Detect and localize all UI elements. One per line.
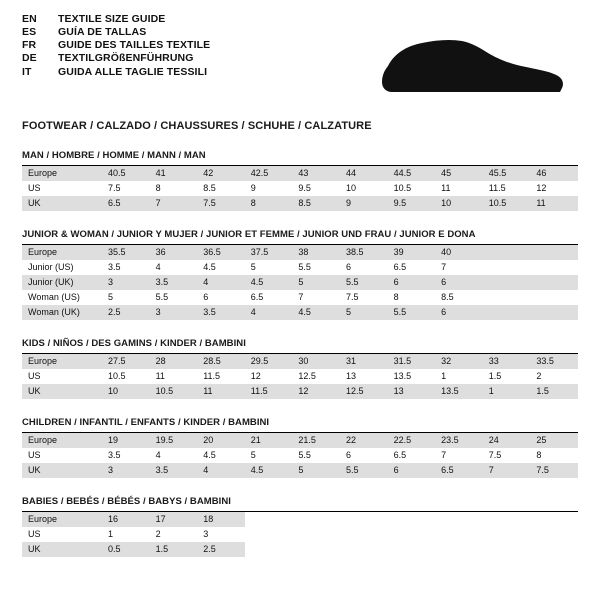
cell: 21 [245, 433, 293, 448]
cell: 22.5 [388, 433, 436, 448]
cell: 16 [102, 512, 150, 527]
cell: 44.5 [388, 166, 436, 181]
cell: 25 [530, 433, 578, 448]
cell: 6 [435, 275, 483, 290]
cell: 10 [435, 196, 483, 211]
cell: 10.5 [483, 196, 531, 211]
cell: 12.5 [340, 384, 388, 399]
cell: 6 [203, 292, 209, 302]
cell: 3.5 [197, 305, 245, 320]
cell: 5 [292, 275, 340, 290]
cell: 8.5 [203, 183, 216, 193]
cell: 11.5 [245, 384, 293, 399]
language-title: TEXTILGRÖßENFÜHRUNG [58, 52, 194, 65]
table-row [22, 290, 578, 305]
cell [388, 542, 436, 557]
row-label: Junior (US) [28, 262, 74, 272]
cell: 28 [150, 354, 198, 369]
cell [530, 527, 578, 542]
size-group-man [22, 150, 578, 211]
cell: 8 [393, 292, 399, 302]
cell: 7.5 [345, 292, 359, 302]
cell: 12.5 [298, 371, 316, 381]
cell: 11 [530, 196, 578, 211]
cell: 22 [340, 433, 388, 448]
size-table-man [22, 166, 578, 211]
cell: 10.5 [393, 183, 412, 193]
cell: 11 [197, 384, 245, 399]
cell: 9 [340, 196, 388, 211]
cell: 12 [292, 384, 340, 399]
cell [245, 512, 293, 527]
group-title: KIDS / NIÑOS / DES GAMINS / KINDER / BAMBINI [22, 338, 246, 349]
cell: 13.5 [393, 371, 412, 381]
cell [340, 542, 388, 557]
size-group-junior-woman [22, 229, 578, 320]
cell: 5 [108, 292, 114, 302]
cell: 4.5 [245, 275, 293, 290]
row-label: US [28, 450, 41, 460]
cell [340, 527, 388, 542]
row-label: Europe [22, 354, 102, 369]
cell: 1.5 [530, 384, 578, 399]
row-label: Junior (UK) [22, 275, 102, 290]
cell [292, 512, 340, 527]
cell [388, 527, 436, 542]
cell: 4 [245, 305, 293, 320]
language-title-list [22, 14, 210, 80]
cell: 8.5 [441, 292, 454, 302]
cell: 11 [441, 183, 451, 193]
cell: 38.5 [340, 245, 388, 260]
cell: 10 [345, 183, 356, 193]
dress-shoe-icon [380, 26, 570, 104]
cell: 9.5 [388, 196, 436, 211]
cell: 6 [388, 275, 436, 290]
cell [340, 512, 388, 527]
cell: 46 [530, 166, 578, 181]
cell: 1 [441, 371, 447, 381]
group-title: CHILDREN / INFANTIL / ENFANTS / KINDER / BAMBINI [22, 417, 270, 428]
cell: 37.5 [245, 245, 293, 260]
size-group-kids [22, 338, 578, 399]
cell: 10 [102, 384, 150, 399]
cell: 4 [197, 275, 245, 290]
cell: 42 [197, 166, 245, 181]
cell: 6.5 [102, 196, 150, 211]
cell: 10.5 [108, 371, 126, 381]
cell: 5.5 [388, 305, 436, 320]
cell [483, 245, 531, 260]
cell: 2.5 [197, 542, 245, 557]
cell: 1 [108, 529, 114, 539]
group-title: MAN / HOMBRE / HOMME / MANN / MAN [22, 150, 206, 161]
cell: 4.5 [203, 262, 216, 272]
cell: 5 [250, 450, 256, 460]
cell: 9 [250, 183, 256, 193]
table-row [22, 369, 578, 384]
cell: 13 [388, 384, 436, 399]
cell: 6 [345, 450, 351, 460]
cell [388, 512, 436, 527]
cell: 6 [388, 463, 436, 478]
row-label: UK [22, 384, 102, 399]
cell [435, 542, 483, 557]
language-title: GUIDA ALLE TAGLIE TESSILI [58, 65, 208, 78]
cell [530, 305, 578, 320]
table-row [22, 512, 578, 527]
cell: 7.5 [108, 183, 121, 193]
cell: 13.5 [435, 384, 483, 399]
language-code: FR [22, 39, 37, 52]
cell: 24 [483, 433, 531, 448]
cell: 6.5 [250, 292, 264, 302]
cell: 3.5 [150, 275, 198, 290]
table-row [22, 527, 578, 542]
cell: 11 [155, 371, 165, 381]
cell: 5 [292, 463, 340, 478]
size-group-babies [22, 496, 578, 557]
size-table-kids [22, 354, 578, 399]
language-title: GUÍA DE TALLAS [58, 26, 147, 39]
cell [483, 305, 531, 320]
row-label: UK [22, 463, 102, 478]
cell: 36.5 [197, 245, 245, 260]
footwear-section-title: FOOTWEAR / CALZADO / CHAUSSURES / SCHUHE / CALZATURE [22, 120, 372, 132]
cell: 11.5 [203, 371, 221, 381]
cell [530, 245, 578, 260]
cell [483, 275, 531, 290]
cell: 3 [102, 463, 150, 478]
cell: 27.5 [102, 354, 150, 369]
cell: 7 [441, 262, 447, 272]
cell: 8 [155, 183, 161, 193]
cell: 4.5 [292, 305, 340, 320]
cell [435, 512, 483, 527]
row-label: UK [22, 542, 102, 557]
size-table-children [22, 433, 578, 478]
cell: 33 [483, 354, 531, 369]
cell: 1.5 [150, 542, 198, 557]
cell: 42.5 [245, 166, 293, 181]
cell: 1.5 [488, 371, 502, 381]
cell: 31 [340, 354, 388, 369]
cell: 6.5 [393, 262, 407, 272]
cell: 40.5 [102, 166, 150, 181]
cell: 28.5 [197, 354, 245, 369]
row-label: Europe [22, 245, 102, 260]
cell: 6.5 [435, 463, 483, 478]
row-label: Europe [22, 166, 102, 181]
table-row [22, 305, 578, 320]
cell: 21.5 [292, 433, 340, 448]
cell: 2 [155, 529, 161, 539]
cell: 12 [536, 183, 547, 193]
row-label: US [28, 183, 41, 193]
cell: 4 [155, 262, 161, 272]
row-label: US [28, 371, 41, 381]
cell: 18 [197, 512, 245, 527]
cell: 7.5 [488, 450, 502, 460]
table-row [22, 384, 578, 399]
cell: 12 [250, 371, 261, 381]
cell: 3.5 [150, 463, 198, 478]
cell [292, 542, 340, 557]
table-row [22, 542, 578, 557]
cell: 17 [150, 512, 198, 527]
size-group-children [22, 417, 578, 478]
language-code: DE [22, 52, 37, 65]
cell: 9.5 [298, 183, 311, 193]
cell: 39 [388, 245, 436, 260]
cell [292, 527, 340, 542]
language-code: ES [22, 26, 37, 39]
cell: 3 [102, 275, 150, 290]
cell: 19.5 [150, 433, 198, 448]
cell: 5.5 [298, 262, 311, 272]
cell: 30 [292, 354, 340, 369]
cell: 43 [292, 166, 340, 181]
row-label: Europe [22, 512, 102, 527]
language-row [22, 67, 210, 80]
language-code: IT [22, 65, 32, 78]
cell: 7 [441, 450, 447, 460]
cell: 8.5 [292, 196, 340, 211]
cell: 23.5 [435, 433, 483, 448]
cell: 4.5 [245, 463, 293, 478]
cell [530, 290, 578, 305]
cell: 41 [150, 166, 198, 181]
size-table-junior-woman [22, 245, 578, 320]
cell [483, 527, 531, 542]
cell: 33.5 [530, 354, 578, 369]
cell: 6.5 [393, 450, 407, 460]
cell: 7.5 [530, 463, 578, 478]
cell: 0.5 [102, 542, 150, 557]
cell [483, 542, 531, 557]
group-title: BABIES / BEBÉS / BÉBÉS / BABYS / BAMBINI [22, 496, 231, 507]
cell [483, 290, 531, 305]
table-row [22, 354, 578, 369]
language-title: GUIDE DES TAILLES TEXTILE [58, 39, 211, 52]
table-row [22, 275, 578, 290]
cell [530, 275, 578, 290]
cell: 40 [435, 245, 483, 260]
cell: 7 [298, 292, 304, 302]
row-label: UK [22, 196, 102, 211]
cell: 5.5 [155, 292, 169, 302]
cell: 5.5 [340, 463, 388, 478]
document-header [22, 14, 578, 104]
cell [483, 512, 531, 527]
cell: 38 [292, 245, 340, 260]
cell: 2.5 [102, 305, 150, 320]
language-row [22, 53, 210, 66]
cell: 19 [102, 433, 150, 448]
cell: 29.5 [245, 354, 293, 369]
cell [483, 260, 531, 275]
cell: 7 [483, 463, 531, 478]
group-title: JUNIOR & WOMAN / JUNIOR Y MUJER / JUNIOR ET FEMME / JUNIOR UND FRAU / JUNIOR E DONA [22, 229, 476, 240]
cell: 44 [340, 166, 388, 181]
cell [530, 512, 578, 527]
cell [245, 542, 293, 557]
table-row [22, 166, 578, 181]
cell: 8 [536, 450, 542, 460]
language-code: EN [22, 13, 37, 25]
cell: 4 [155, 450, 161, 460]
cell [530, 542, 578, 557]
cell: 2 [536, 371, 542, 381]
cell: 7.5 [197, 196, 245, 211]
cell: 3 [203, 529, 209, 539]
table-row [22, 448, 578, 463]
cell: 3.5 [108, 262, 121, 272]
cell: 45.5 [483, 166, 531, 181]
row-label: Europe [22, 433, 102, 448]
cell: 31.5 [388, 354, 436, 369]
cell: 32 [435, 354, 483, 369]
table-row [22, 196, 578, 211]
cell [530, 260, 578, 275]
cell: 5 [340, 305, 388, 320]
cell: 3.5 [108, 450, 121, 460]
table-row [22, 245, 578, 260]
cell: 5 [250, 262, 256, 272]
table-row [22, 260, 578, 275]
cell: 7 [150, 196, 198, 211]
cell: 5.5 [298, 450, 311, 460]
cell: 13 [345, 371, 356, 381]
cell: 3 [150, 305, 198, 320]
cell: 35.5 [102, 245, 150, 260]
row-label: Woman (US) [28, 292, 80, 302]
cell: 45 [435, 166, 483, 181]
table-row [22, 181, 578, 196]
table-row [22, 433, 578, 448]
cell: 8 [245, 196, 293, 211]
language-title: TEXTILE SIZE GUIDE [58, 13, 166, 25]
cell: 20 [197, 433, 245, 448]
table-row [22, 463, 578, 478]
cell: 36 [150, 245, 198, 260]
cell: 6 [435, 305, 483, 320]
cell: 10.5 [150, 384, 198, 399]
cell: 4 [197, 463, 245, 478]
row-label: US [28, 529, 41, 539]
cell: 11.5 [488, 183, 506, 193]
cell [245, 527, 293, 542]
cell: 4.5 [203, 450, 216, 460]
cell: 1 [483, 384, 531, 399]
size-table-babies [22, 512, 578, 557]
cell: 5.5 [340, 275, 388, 290]
cell [435, 527, 483, 542]
row-label: Woman (UK) [22, 305, 102, 320]
cell: 6 [345, 262, 351, 272]
